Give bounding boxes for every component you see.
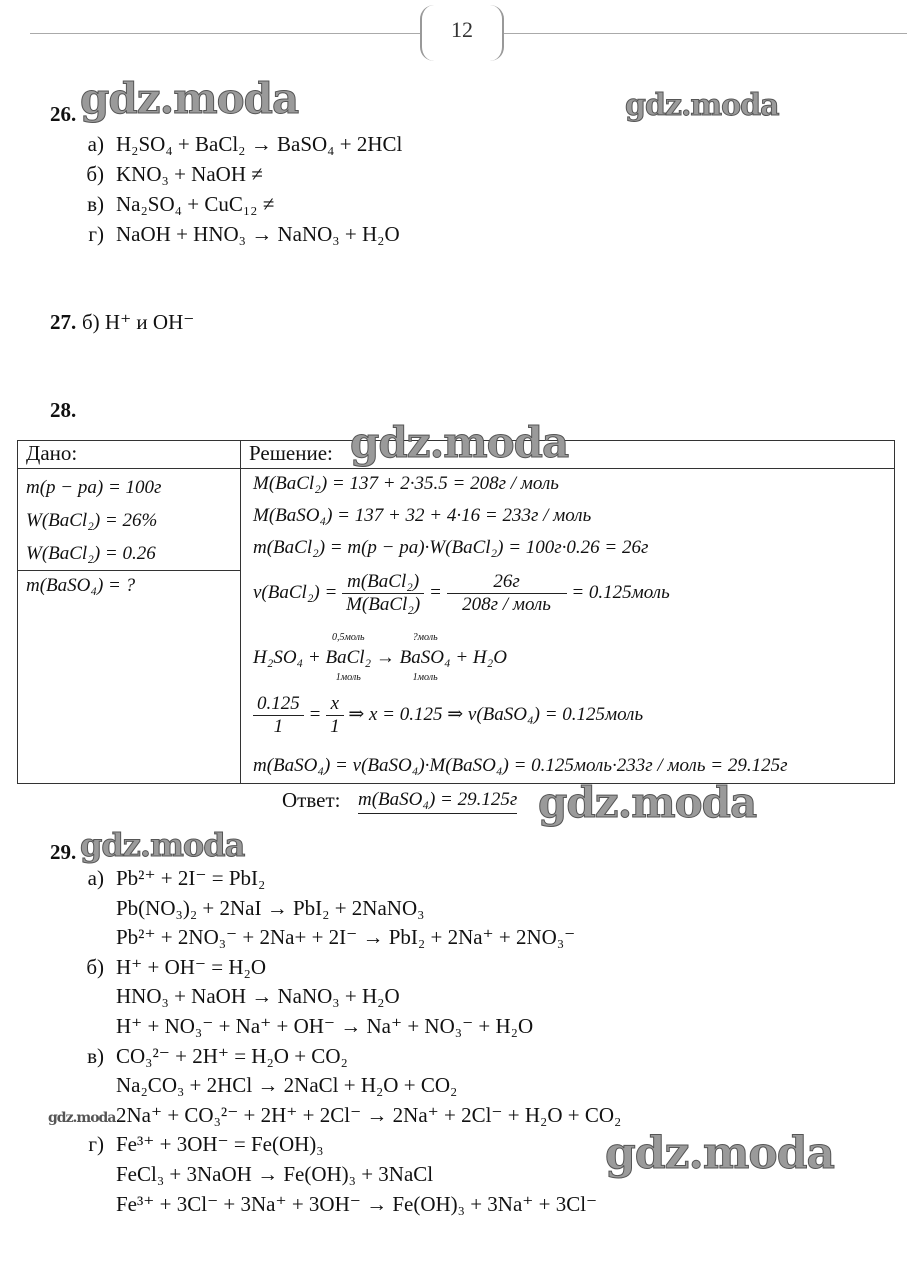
solution-line: M(BaCl₂) = 137 + 2·35.5 = 208г / моль: [253, 473, 559, 494]
proportion-result: ⇒ x = 0.125 ⇒ ν(BaSO₄) = 0.125моль: [348, 703, 644, 725]
answer-label: Ответ:: [282, 788, 341, 812]
problem-29-number: 29.: [50, 840, 77, 864]
item-label: б): [86, 162, 104, 186]
solution-table: [17, 440, 895, 784]
denominator: 1: [273, 716, 284, 737]
moles-lhs: ν(BaCl₂) =: [253, 581, 338, 603]
equation: Na₂SO₄ + CuC₁₂ ≠: [116, 192, 275, 216]
equation: HNO₃ + NaOH → NaNO₃ + H₂O: [116, 984, 400, 1009]
equation: KNO₃ + NaOH ≠: [116, 162, 263, 186]
fraction: [447, 571, 567, 616]
answer-value: m(BaSO₄) = 29.125г: [358, 789, 517, 814]
numerator: 26г: [447, 571, 567, 594]
header-rule-left: [30, 33, 420, 34]
equation: 2Na⁺ + CO₃²⁻ + 2H⁺ + 2Cl⁻ → 2Na⁺ + 2Cl⁻ + H₂O + CO₂: [116, 1102, 622, 1127]
watermark-logo: gdz.moda: [48, 1110, 116, 1126]
numerator: x: [326, 693, 344, 716]
equation: H⁺ + NO₃⁻ + Na⁺ + OH⁻ → Na⁺ + NO₃⁻ + H₂O: [116, 1014, 534, 1038]
watermark-logo: gdz.moda: [80, 826, 245, 864]
equation: FeCl₃ + 3NaOH → Fe(OH)₃ + 3NaCl: [116, 1162, 434, 1186]
page-number: 12: [420, 5, 504, 61]
item-label: б): [86, 954, 104, 979]
denominator: 208г / моль: [462, 594, 551, 615]
equation: Na₂CO₃ + 2HCl → 2NaCl + H₂O + CO₂: [116, 1073, 458, 1098]
solution-cell: [241, 469, 895, 784]
item-label: в): [87, 1043, 104, 1068]
reactant-2: [325, 631, 371, 685]
annotation-top: 0,5моль: [332, 632, 365, 643]
arrow: →: [375, 647, 395, 668]
fraction: [253, 693, 304, 738]
solution-line: M(BaSO₄) = 137 + 32 + 4·16 = 233г / моль: [253, 505, 592, 526]
denominator: M(BaCl₂): [346, 594, 421, 615]
annotation-bottom: 1моль: [335, 672, 361, 683]
find-cell: m(BaSO₄) = ?: [18, 571, 241, 784]
item-label: г): [88, 1132, 104, 1157]
watermark-logo: gdz.moda: [350, 418, 569, 467]
fraction: [342, 571, 424, 616]
annotation-top: ?моль: [412, 632, 438, 643]
watermark-logo: gdz.moda: [80, 74, 299, 123]
reactant-1: H₂SO₄ +: [253, 647, 321, 668]
formula: BaSO₄: [399, 647, 451, 668]
given-item: W(BaCl₂) = 26%: [26, 510, 158, 531]
problem-28-number: 28.: [50, 398, 77, 422]
problem-27-answer: б) H⁺ и OH⁻: [82, 310, 195, 334]
numerator: 0.125: [253, 693, 304, 716]
item-label: в): [87, 192, 104, 216]
denominator: 1: [330, 716, 340, 737]
equation: H⁺ + OH⁻ = H₂O: [116, 954, 267, 979]
equation: Fe³⁺ + 3Cl⁻ + 3Na⁺ + 3OH⁻ → Fe(OH)₃ + 3Na⁺ + 3Cl⁻: [116, 1191, 598, 1216]
moles-calculation: ν(BaCl₂) = $\frac{\text{m(BaCl₂)}}{\text{M(BaCl₂)}}$ = $\frac{26г}{\text{208г / моль}}$ = 0.125моль: [253, 571, 670, 615]
given-cell: [18, 469, 241, 571]
equation: H₂SO₄ + BaCl₂ → BaSO₄ + 2HCl: [116, 132, 403, 156]
equation: Fe³⁺ + 3OH⁻ = Fe(OH)₃: [116, 1132, 324, 1157]
watermark-logo: gdz.moda: [605, 1128, 835, 1179]
header-rule-right: [502, 33, 907, 34]
given-item: W(BaCl₂) = 0.26: [26, 543, 156, 564]
problem-27-number: 27.: [50, 310, 77, 334]
product-1: [400, 631, 451, 685]
item-label: а): [87, 132, 104, 156]
fraction: [326, 693, 344, 738]
final-calculation: m(BaSO₄) = ν(BaSO₄)·M(BaSO₄) = 0.125моль·233г / моль = 29.125г: [253, 755, 788, 776]
watermark-logo: gdz.moda: [625, 88, 779, 123]
solution-line: m(BaCl₂) = m(р − ра)·W(BaCl₂) = 100г·0.26 = 26г: [253, 537, 649, 558]
numerator: m(BaCl₂): [342, 571, 424, 594]
problem-26-number: 26.: [50, 102, 77, 126]
equation: Pb(NO₃)₂ + 2NaI → PbI₂ + 2NaNO₃: [116, 895, 425, 920]
formula: BaCl₂: [325, 647, 372, 668]
equation: CO₃²⁻ + 2H⁺ = H₂O + CO₂: [116, 1043, 348, 1068]
annotation-bottom: 1моль: [412, 672, 438, 683]
solution-header: Решение:: [241, 441, 895, 469]
equation: Pb²⁺ + 2I⁻ = PbI₂: [116, 866, 266, 890]
reaction-equation: [253, 631, 507, 685]
watermark-logo: gdz.moda: [538, 778, 757, 827]
item-label: г): [88, 222, 104, 246]
item-label: а): [87, 866, 104, 890]
moles-result: = 0.125моль: [571, 581, 670, 603]
given-list: [26, 471, 232, 570]
equation: NaOH + HNO₃ → NaNO₃ + H₂O: [116, 222, 400, 246]
given-item: m(р − ра) = 100г: [26, 477, 162, 498]
product-2: + H₂O: [455, 647, 507, 668]
proportion: $\frac{0.125}{1}$ = $\frac{x}{1}$ ⇒ x = 0.125 ⇒ ν(BaSO₄) = 0.125моль: [253, 693, 643, 738]
given-header: Дано:: [18, 441, 241, 469]
equation: Pb²⁺ + 2NO₃⁻ + 2Na+ + 2I⁻ → PbI₂ + 2Na⁺ + 2NO₃⁻: [116, 925, 576, 950]
